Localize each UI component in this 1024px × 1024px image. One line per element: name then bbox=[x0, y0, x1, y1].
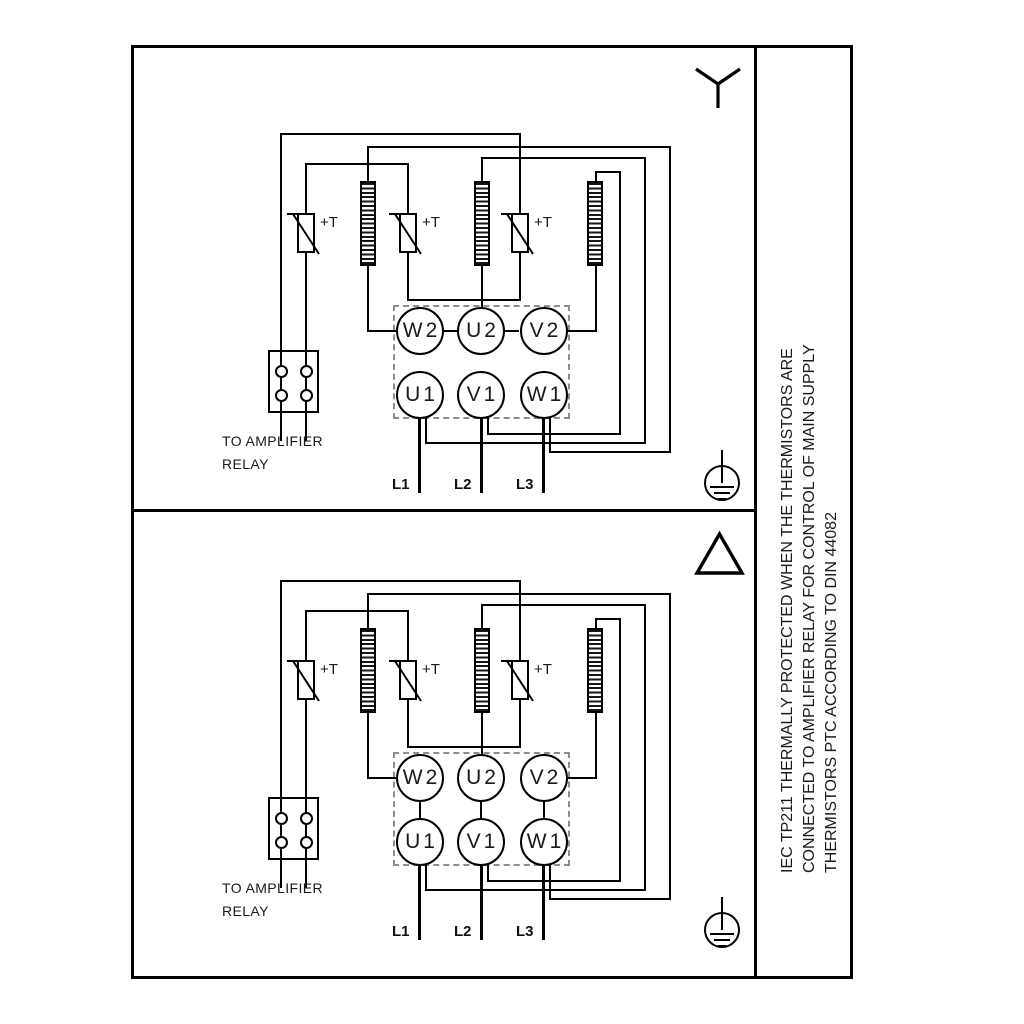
sidebar-note-line1: IEC TP211 THERMALLY PROTECTED WHEN THE THERMISTORS ARE bbox=[779, 348, 796, 873]
motor-winding-coil bbox=[474, 181, 490, 266]
earth-ground-icon bbox=[700, 893, 744, 951]
terminal-V2: V2 bbox=[520, 754, 568, 802]
terminal-U2: U2 bbox=[457, 754, 505, 802]
terminal-W1: W1 bbox=[520, 818, 568, 866]
relay-contact bbox=[300, 365, 313, 378]
delta-link bbox=[419, 801, 421, 819]
wire bbox=[367, 777, 398, 779]
sidebar-note-line2: CONNECTED TO AMPLIFIER RELAY FOR CONTROL OF MAIN SUPPLY bbox=[801, 344, 818, 873]
wire bbox=[669, 593, 671, 900]
wire bbox=[481, 266, 483, 310]
star-icon bbox=[692, 60, 744, 112]
supply-label-L1: L1 bbox=[392, 476, 410, 493]
terminal-V1: V1 bbox=[457, 371, 505, 419]
relay-contact bbox=[275, 836, 288, 849]
supply-lead-L1 bbox=[418, 417, 421, 493]
wire bbox=[280, 133, 521, 135]
relay-caption-line1: TO AMPLIFIER bbox=[222, 433, 324, 449]
wire bbox=[425, 442, 646, 444]
amplifier-relay-terminal-box bbox=[268, 350, 319, 413]
supply-lead-L3 bbox=[542, 417, 545, 493]
terminal-U1: U1 bbox=[396, 371, 444, 419]
wire bbox=[595, 618, 597, 628]
wire bbox=[407, 299, 521, 301]
wire bbox=[595, 713, 597, 779]
relay-contact bbox=[300, 389, 313, 402]
delta-icon bbox=[692, 526, 748, 578]
wire bbox=[305, 163, 409, 165]
terminal-W1: W1 bbox=[520, 371, 568, 419]
wire bbox=[305, 610, 307, 662]
supply-lead-L2 bbox=[480, 864, 483, 940]
thermistor-label: +T bbox=[320, 214, 338, 231]
wire bbox=[305, 610, 409, 612]
wire bbox=[487, 433, 621, 435]
thermistor-label: +T bbox=[422, 214, 440, 231]
wire bbox=[549, 860, 551, 900]
thermistor-label: +T bbox=[534, 214, 552, 231]
terminal-V2: V2 bbox=[520, 307, 568, 355]
wire bbox=[566, 777, 597, 779]
wire bbox=[367, 146, 671, 148]
wire bbox=[549, 898, 671, 900]
terminal-U1: U1 bbox=[396, 818, 444, 866]
wire bbox=[425, 889, 646, 891]
supply-label-L3: L3 bbox=[516, 476, 534, 493]
wire bbox=[481, 604, 483, 628]
wire bbox=[595, 171, 597, 181]
wire bbox=[595, 171, 621, 173]
wire bbox=[305, 163, 307, 215]
relay-contact bbox=[275, 389, 288, 402]
wire bbox=[407, 746, 521, 748]
wire bbox=[367, 593, 671, 595]
wire bbox=[481, 713, 483, 757]
relay-contact bbox=[275, 812, 288, 825]
relay-caption bbox=[222, 877, 323, 923]
thermistor-label: +T bbox=[534, 661, 552, 678]
wire bbox=[644, 157, 646, 444]
wire bbox=[481, 157, 646, 159]
wire bbox=[367, 266, 369, 332]
relay-contact bbox=[300, 812, 313, 825]
wire bbox=[487, 880, 621, 882]
wire bbox=[644, 604, 646, 891]
wire bbox=[595, 618, 621, 620]
wire bbox=[549, 413, 551, 453]
wire bbox=[619, 171, 621, 435]
wire bbox=[407, 610, 409, 662]
thermistor-label: +T bbox=[422, 661, 440, 678]
supply-label-L2: L2 bbox=[454, 476, 472, 493]
relay-contact bbox=[300, 836, 313, 849]
supply-lead-L1 bbox=[418, 864, 421, 940]
terminal-V1: V1 bbox=[457, 818, 505, 866]
wire bbox=[367, 593, 369, 628]
motor-winding-coil bbox=[360, 628, 376, 713]
wire bbox=[549, 451, 671, 453]
amplifier-relay-terminal-box bbox=[268, 797, 319, 860]
relay-caption-line1: TO AMPLIFIER bbox=[222, 880, 324, 896]
wire bbox=[481, 157, 483, 181]
terminal-W2: W2 bbox=[396, 754, 444, 802]
relay-caption-line2: RELAY bbox=[222, 456, 269, 472]
terminal-W2: W2 bbox=[396, 307, 444, 355]
wire bbox=[407, 253, 409, 301]
relay-caption-line2: RELAY bbox=[222, 903, 269, 919]
wire bbox=[669, 146, 671, 453]
wire bbox=[566, 330, 597, 332]
star-link bbox=[503, 330, 519, 332]
motor-winding-coil bbox=[587, 181, 603, 266]
wire bbox=[519, 253, 521, 301]
thermistor-label: +T bbox=[320, 661, 338, 678]
panel-divider bbox=[131, 509, 757, 512]
motor-winding-coil bbox=[360, 181, 376, 266]
delta-link bbox=[480, 801, 482, 819]
wire bbox=[367, 146, 369, 181]
supply-label-L1: L1 bbox=[392, 923, 410, 940]
sidebar-divider bbox=[754, 45, 757, 979]
wire bbox=[619, 618, 621, 882]
supply-label-L3: L3 bbox=[516, 923, 534, 940]
supply-lead-L3 bbox=[542, 864, 545, 940]
relay-caption bbox=[222, 430, 323, 476]
earth-ground-icon bbox=[700, 446, 744, 504]
delta-link bbox=[543, 801, 545, 819]
wire bbox=[519, 700, 521, 748]
wire bbox=[407, 700, 409, 748]
relay-contact bbox=[275, 365, 288, 378]
wire bbox=[280, 580, 521, 582]
terminal-U2: U2 bbox=[457, 307, 505, 355]
sidebar-note-line3: THERMISTORS PTC ACCORDING TO DIN 44082 bbox=[823, 512, 840, 873]
wire bbox=[367, 330, 398, 332]
wire bbox=[595, 266, 597, 332]
wire bbox=[367, 713, 369, 779]
motor-winding-coil bbox=[587, 628, 603, 713]
wire bbox=[481, 604, 646, 606]
supply-label-L2: L2 bbox=[454, 923, 472, 940]
sidebar-note bbox=[777, 344, 843, 873]
supply-lead-L2 bbox=[480, 417, 483, 493]
wire bbox=[407, 163, 409, 215]
motor-winding-coil bbox=[474, 628, 490, 713]
